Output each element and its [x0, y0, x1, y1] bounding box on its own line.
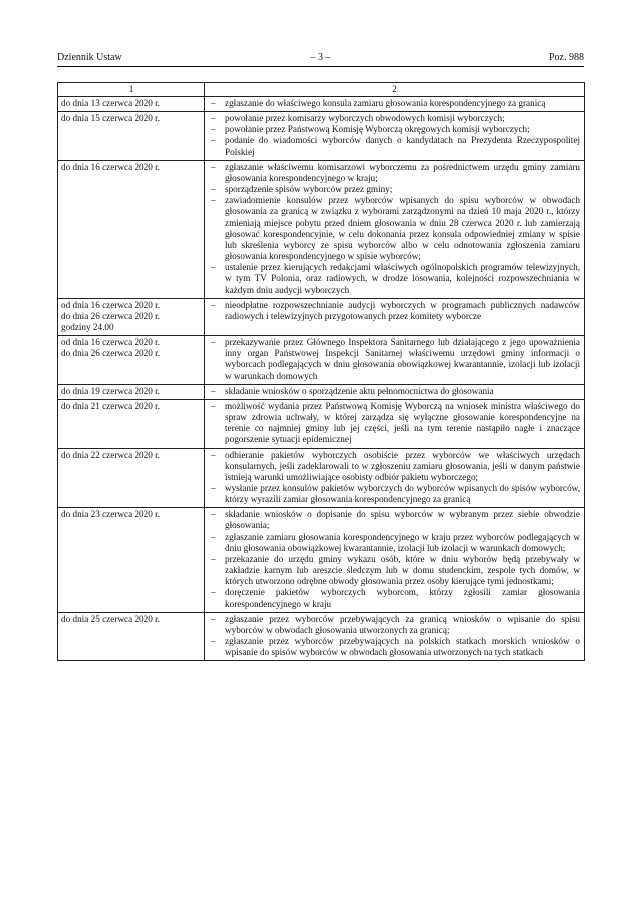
date-cell	[58, 384, 205, 399]
table-row	[58, 298, 585, 335]
date-cell	[58, 612, 205, 661]
date-line: do dnia 21 czerwca 2020 r.	[61, 400, 160, 411]
journal-title: Dziennik Ustaw	[57, 52, 122, 63]
date-line: do dnia 26 czerwca 2020 r.	[61, 348, 160, 359]
list-item: – składanie wniosków o sporządzenie aktu pełnomocnictwa do głosowania	[211, 386, 580, 397]
date-line: do dnia 26 czerwca 2020 r.	[61, 310, 160, 321]
page-number: – 3 –	[310, 52, 331, 63]
header-rule	[57, 66, 584, 67]
activity-list	[211, 401, 580, 446]
activity-cell	[205, 336, 585, 385]
list-item: – składanie wniosków o dopisanie do spisu wyborców w wybranym przez siebie obwodzie głosowania;	[211, 509, 580, 531]
table-body	[58, 97, 585, 661]
table-row	[58, 448, 585, 508]
activity-list	[211, 113, 580, 158]
list-item: – zgłaszanie właściwemu komisarzowi wyborczemu za pośrednictwem urzędu gminy zamiaru głosowania korespondencyjnego w kraju;	[211, 162, 580, 184]
list-item: – zgłaszanie przez wyborców przebywających za granicą wniosków o wpisanie do spisu wyborców w obwodach głosowania utworzonych za granicą;	[211, 614, 580, 636]
date-cell	[58, 336, 205, 385]
date-cell	[58, 448, 205, 508]
activity-cell	[205, 112, 585, 161]
table-header-row	[58, 83, 585, 97]
table-row	[58, 612, 585, 661]
activity-list	[211, 450, 580, 506]
list-item: – zgłaszanie do właściwego konsula zamiaru głosowania korespondencyjnego za granicą	[211, 98, 580, 109]
list-item: – możliwość wydania przez Państwową Komisję Wyborczą na wniosek ministra właściwego do spraw zdrowia uchwały, w której zarządza się wyłączne głosowanie korespondencyjne na terenie co najmniej gminy lub jej części, jeśli na tym terenie nastąpiło nagłe i znaczące pogorszenie sytuacji epidemicznej	[211, 401, 580, 446]
date-cell	[58, 160, 205, 298]
table-row	[58, 160, 585, 298]
date-line: do dnia 22 czerwca 2020 r.	[61, 449, 160, 460]
list-item: – przekazanie do urzędu gminy wykazu osób, które w dniu wyborów będą przebywały w zakładzie karnym lub areszcie śledczym lub w domu studenckim, zespole tych domów, w których utworzono odrębne obwody głosowania przez osoby kierujące tymi jednostkami;	[211, 554, 580, 587]
activity-list	[211, 162, 580, 296]
table-row	[58, 336, 585, 385]
date-cell	[58, 508, 205, 612]
date-line: do dnia 25 czerwca 2020 r.	[61, 613, 160, 624]
date-line: od dnia 16 czerwca 2020 r.	[61, 299, 160, 310]
date-line: do dnia 15 czerwca 2020 r.	[61, 113, 160, 124]
activity-cell	[205, 298, 585, 335]
table-row	[58, 399, 585, 448]
list-item: – ustalenie przez kierujących redakcjami właściwych ogólnopolskich programów telewizyjnych, w tym TV Polonia, oraz radiowych, w drodze losowania, kolejności rozpowszechniania w każdym dniu audycji wyborczych	[211, 262, 580, 295]
activity-cell	[205, 399, 585, 448]
page-header	[57, 52, 584, 66]
date-line: do dnia 19 czerwca 2020 r.	[61, 385, 160, 396]
activity-cell	[205, 160, 585, 298]
date-cell	[58, 112, 205, 161]
list-item: – powołanie przez komisarzy wyborczych obwodowych komisji wyborczych;	[211, 113, 580, 124]
schedule-table	[57, 82, 585, 661]
date-line: od dnia 16 czerwca 2020 r.	[61, 337, 160, 348]
position-number: Poz. 988	[549, 52, 584, 63]
list-item: – nieodpłatne rozpowszechnianie audycji wyborczych w programach publicznych nadawców radiowych i telewizyjnych przygotowanych przez komitety wyborcze	[211, 300, 580, 322]
list-item: – wysłanie przez konsulów pakietów wyborczych do wyborców wpisanych do spisów wyborców, którzy wyrazili zamiar głosowania korespondencyjnego za granicą	[211, 483, 580, 505]
list-item: – podanie do wiadomości wyborców danych o kandydatach na Prezydenta Rzeczypospolitej Polskiej	[211, 135, 580, 157]
date-line: godziny 24.00	[61, 321, 114, 332]
date-line: do dnia 13 czerwca 2020 r.	[61, 98, 160, 108]
table-row	[58, 112, 585, 161]
activity-cell	[205, 384, 585, 399]
date-cell	[58, 298, 205, 335]
activity-cell	[205, 448, 585, 508]
activity-list	[211, 386, 580, 397]
list-item: – zgłaszanie przez wyborców przebywających na polskich statkach morskich wniosków o wpisanie do spisów wyborców w obwodach głosowania utworzonych na tych statkach	[211, 636, 580, 658]
list-item: – odbieranie pakietów wyborczych osobiście przez wyborców we właściwych urzędach konsularnych, jeśli zadeklarowali to w zgłoszeniu zamiaru głosowania, jeśli w danym państwie istnieją warunki umożliwiające osobisty odbiór pakietu wyborczego;	[211, 450, 580, 483]
column-header-1: 1	[58, 83, 205, 97]
activity-list	[211, 98, 580, 109]
activity-list	[211, 300, 580, 322]
activity-cell	[205, 97, 585, 112]
date-line: do dnia 23 czerwca 2020 r.	[61, 509, 160, 520]
list-item: – sporządzenie spisów wyborców przez gminy;	[211, 184, 580, 195]
activity-list	[211, 509, 580, 609]
list-item: – zawiadomienie konsulów przez wyborców wpisanych do spisu wyborców w obwodach głosowania za granicą w związku z wyborami zarządzonymi na dzień 10 maja 2020 r., którzy zmieniają miejsce pobytu przed dniem głosowania w dniu 28 czerwca 2020 r. lub zamierzają głosować korespondencyjnie, w celu dokonania przez konsula odpowiedniej zmiany w spisie lub skreślenia wyborcy ze spisu wyborców albo w celu odnotowania zgłoszenia zamiaru głosowania korespondencyjnego w spisie wyborców;	[211, 195, 580, 262]
date-cell	[58, 97, 205, 112]
activity-list	[211, 337, 580, 382]
table-row	[58, 384, 585, 399]
date-line: do dnia 16 czerwca 2020 r.	[61, 161, 160, 172]
table-row	[58, 508, 585, 612]
activity-cell	[205, 508, 585, 612]
activity-list	[211, 614, 580, 659]
date-cell	[58, 399, 205, 448]
list-item: – przekazywanie przez Głównego Inspektora Sanitarnego lub działającego z jego upoważnienia inny organ Państwowej Inspekcji Sanitarnej właściwemu urzędowi gminy informacji o wyborcach podlegających w dniu głosowania obowiązkowej kwarantannie, izolacji lub izolacji w warunkach domowych	[211, 337, 580, 382]
activity-cell	[205, 612, 585, 661]
list-item: – doręczenie pakietów wyborczych wyborcom, którzy zgłosili zamiar głosowania korespondencyjnego w kraju	[211, 587, 580, 609]
column-header-2: 2	[205, 83, 585, 97]
table-row	[58, 97, 585, 112]
list-item: – zgłaszanie zamiaru głosowania korespondencyjnego w kraju przez wyborców podlegających w dniu głosowania obowiązkowej kwarantannie, izolacji lub izolacji w warunkach domowych;	[211, 532, 580, 554]
list-item: – powołanie przez Państwową Komisję Wyborczą okręgowych komisji wyborczych;	[211, 124, 580, 135]
